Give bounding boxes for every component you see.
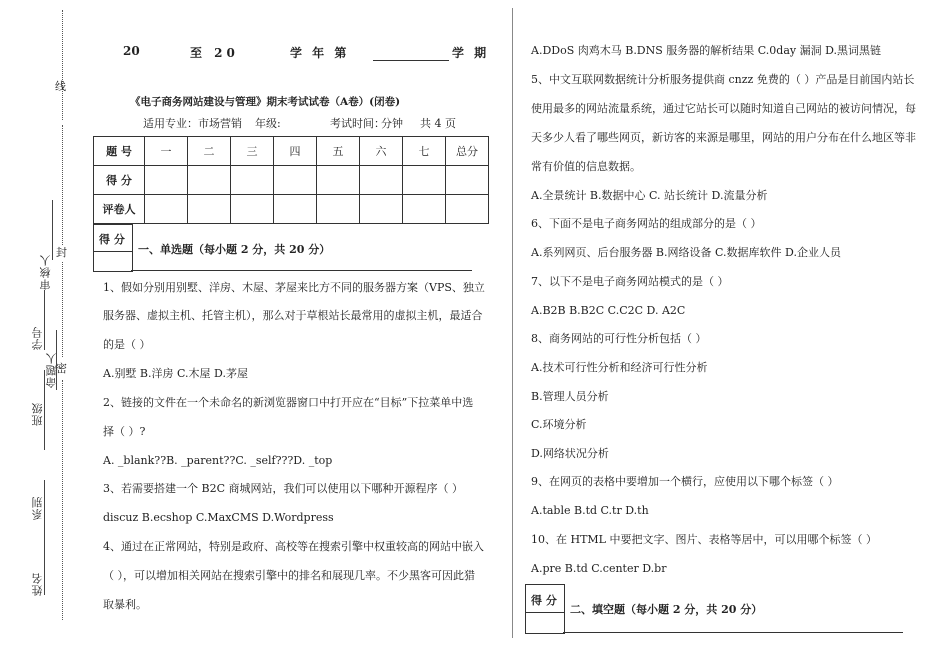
question-line: 7、以下不是电子商务网站模式的是（ ） [531,275,729,288]
minutes-label: 分钟 [381,117,403,130]
section2-underline [563,632,903,633]
score-table-row-label: 评卷人 [94,195,145,224]
class-blank [44,370,45,450]
grader-cell [188,195,231,224]
question-line: 9、在网页的表格中要增加一个横行，应使用以下哪个标签（ ） [531,475,839,488]
seal-dotted-line-lower [62,380,63,620]
option-line: A.全景统计 B.数据中心 C. 站长统计 D.流量分析 [531,189,768,202]
section2-score-box [525,584,565,634]
section2-score-label: 得 分 [531,594,557,607]
option-line: D.网络状况分析 [531,447,609,460]
question-line: 择（ ）? [103,425,146,438]
question-line: 常有价值的信息数据。 [531,160,641,173]
score-cell [274,166,317,195]
grader-cell [274,195,317,224]
score-cell [188,166,231,195]
score-cell [317,166,360,195]
semester-blank [373,60,449,61]
name-blank [44,550,45,595]
section1-underline [131,270,472,271]
option-line: A.DDoS 肉鸡木马 B.DNS 服务器的解析结果 C.0day 漏洞 D.黑词黑链 [531,44,882,57]
setter-label: 命题人 [45,352,58,388]
grader-cell [446,195,489,224]
question-line: 4、通过在正常网站，特别是政府、高校等在搜索引擎中权重较高的网站中嵌入 [103,540,484,553]
seal-line-label: 线 [55,80,66,93]
student-id-label: 学号 [31,326,44,350]
option-line: A.别墅 B.洋房 C.木屋 D.茅屋 [103,367,248,380]
question-line: 5、中文互联网数据统计分析服务提供商 cnzz 免费的（ ）产品是目前国内站长 [531,73,915,86]
section1-score-label: 得 分 [99,233,125,246]
option-line: A. _blank??B. _parent??C. _self???D. _top [103,454,333,467]
column-divider [512,8,513,638]
score-table-col: 一 [145,137,188,166]
student-id-blank [44,290,45,350]
dept-label: 系别 [31,496,44,520]
question-line: 的是（ ） [103,338,151,351]
score-table-header-row [94,137,489,166]
pages-label: 共 4 页 [420,117,456,130]
semester-label: 学 期 [452,46,490,60]
year-prefix: 20 [123,44,140,58]
question-line: 10、在 HTML 中要把文字、图片、表格等居中，可以用哪个标签（ ） [531,533,877,546]
score-table-row-label: 题 号 [94,137,145,166]
question-line: 服务器、虚拟主机、托管主机），那么对于草根站长最常用的虚拟主机，最适合 [103,309,483,322]
grader-cell [145,195,188,224]
question-line: 2、链接的文件在一个未命名的新浏览器窗口中打开应在“目标”下拉菜单中选 [103,396,474,409]
option-line: A.技术可行性分析和经济可行性分析 [531,361,708,374]
score-table-score-row [94,166,489,195]
grade-label: 年级: [255,117,281,130]
seal-mi-label: 密 [56,362,67,375]
option-line: A.table B.td C.tr D.th [531,504,649,517]
question-line: 天多少人看了哪些网页，新访客的来源是哪里，网站的用户分布在什么地区等非 [531,131,916,144]
year-to: 至 20 [190,46,239,60]
grader-cell [403,195,446,224]
section2-score-divider [526,612,564,613]
seal-dotted-line-mid [62,262,63,357]
seal-feng-label: 封 [56,246,67,259]
exam-time-label: 考试时间： [330,117,385,130]
seal-dotted-line-top [62,10,63,120]
score-cell [231,166,274,195]
option-line: A.B2B B.B2C C.C2C D. A2C [531,304,686,317]
setter-blank [56,330,57,390]
academic-year-label: 学 年 第 [290,46,350,60]
score-cell [360,166,403,195]
section1-score-box [93,224,133,272]
score-table-row-label: 得 分 [94,166,145,195]
score-cell [145,166,188,195]
option-line: A.pre B.td C.center D.br [531,562,667,575]
grader-cell [317,195,360,224]
option-line: B.管理人员分析 [531,390,609,403]
name-label: 姓名 [31,572,44,596]
seal-dotted-line-upper [62,125,63,245]
reviewer-blank [52,200,53,260]
question-line: 8、商务网站的可行性分析包括（ ） [531,332,707,345]
grader-cell [360,195,403,224]
option-line: C.环境分析 [531,418,587,431]
section1-score-divider [94,251,132,252]
exam-title: 《电子商务网站建设与管理》期末考试试卷（A卷）(闭卷) [130,96,401,108]
major-label: 适用专业：市场营销 [143,117,242,130]
question-line: 使用最多的网站流量系统，通过它站长可以随时知道自己网站的被访问情况，每 [531,102,916,115]
score-table-col: 四 [274,137,317,166]
score-table-col: 六 [360,137,403,166]
score-table-grader-row [94,195,489,224]
section2-title: 二、填空题（每小题 2 分，共 20 分） [570,603,763,616]
score-table [93,136,489,224]
grader-cell [231,195,274,224]
score-table-col: 三 [231,137,274,166]
dept-blank [44,480,45,550]
option-line: A.系列网页、后台服务器 B.网络设备 C.数据库软件 D.企业人员 [531,246,841,259]
score-table-col: 二 [188,137,231,166]
score-table-col: 七 [403,137,446,166]
score-table-col: 五 [317,137,360,166]
question-line: （ ），可以增加相关网站在搜索引擎中的排名和展现几率。不少黑客可因此猎 [103,569,475,582]
class-label: 班级 [31,402,44,426]
question-line: 6、下面不是电子商务网站的组成部分的是（ ） [531,217,762,230]
option-line: discuz B.ecshop C.MaxCMS D.Wordpress [103,511,334,524]
question-line: 取暴利。 [103,598,147,611]
score-table-col: 总分 [446,137,489,166]
score-cell [446,166,489,195]
score-cell [403,166,446,195]
section1-title: 一、单选题（每小题 2 分，共 20 分） [138,243,331,256]
reviewer-label: 审核人 [39,254,52,290]
question-line: 3、若需要搭建一个 B2C 商城网站，我们可以使用以下哪种开源程序（ ） [103,482,463,495]
question-line: 1、假如分别用别墅、洋房、木屋、茅屋来比方不同的服务器方案（VPS、独立 [103,281,485,294]
